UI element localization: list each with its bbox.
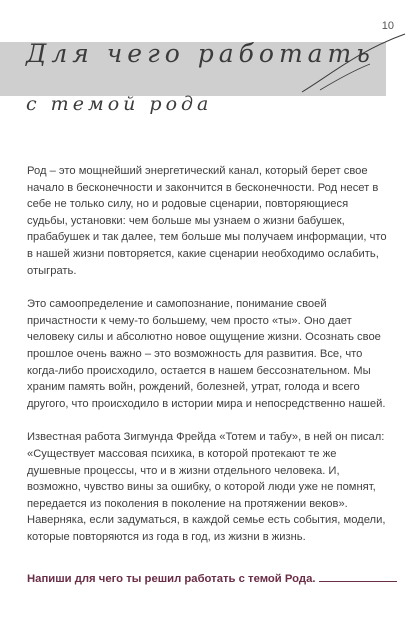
body-text bbox=[27, 163, 392, 562]
title-line-1: Для чего работать bbox=[26, 39, 375, 68]
prompt-text: Напиши для чего ты решил работать с темой Рода. bbox=[27, 573, 316, 585]
paragraph-1: Род – это мощнейший энергетический канал, который берет свое начало в бесконечности и закончится в бесконечности. Род несет в себе не только силу, но и родовые сценарии, повторяющиеся судьбы, установки: чем больше мы узнаем о жизни бабушек, прабабушек и так далее, тем больше мы получаем информации, что в нашей жизни повторяется, какие сценарии необходимо ослабить, отыграть. bbox=[27, 165, 387, 277]
answer-line[interactable] bbox=[319, 581, 398, 582]
paragraph-2: Это самоопределение и самопознание, понимание своей причастности к чему-то большему, чем просто «ты». Оно дает человеку силы и абсолютно новое ощущение жизни. Осознать свое прошлое очень важно – это возможность для развития. Все, что когда-либо происходило, остается в нашем бессознательном. Мы храним память войн, рождений, болезней, утрат, голода и всего другого, что происходило в истории мира и непосредственно нашей. bbox=[27, 298, 386, 410]
page-number: 10 bbox=[381, 20, 394, 32]
page-title bbox=[26, 40, 406, 118]
paragraph-3: Известная работа Зигмунда Фрейда «Тотем и табу», в ней он писал: «Существует массовая психика, в которой протекают те же душевные процессы, что и в жизни отдельного человека. И, возможно, чувство вины за ошибку, о которой люди уже не помнят, передается из поколения в поколение на протяжении веков». Наверняка, если задуматься, в каждой семье есть события, модели, которые повторяются из года в год, из жизни в жизнь. bbox=[27, 431, 386, 543]
title-line-2: с темой рода bbox=[26, 93, 213, 115]
exercise-prompt bbox=[27, 573, 397, 585]
